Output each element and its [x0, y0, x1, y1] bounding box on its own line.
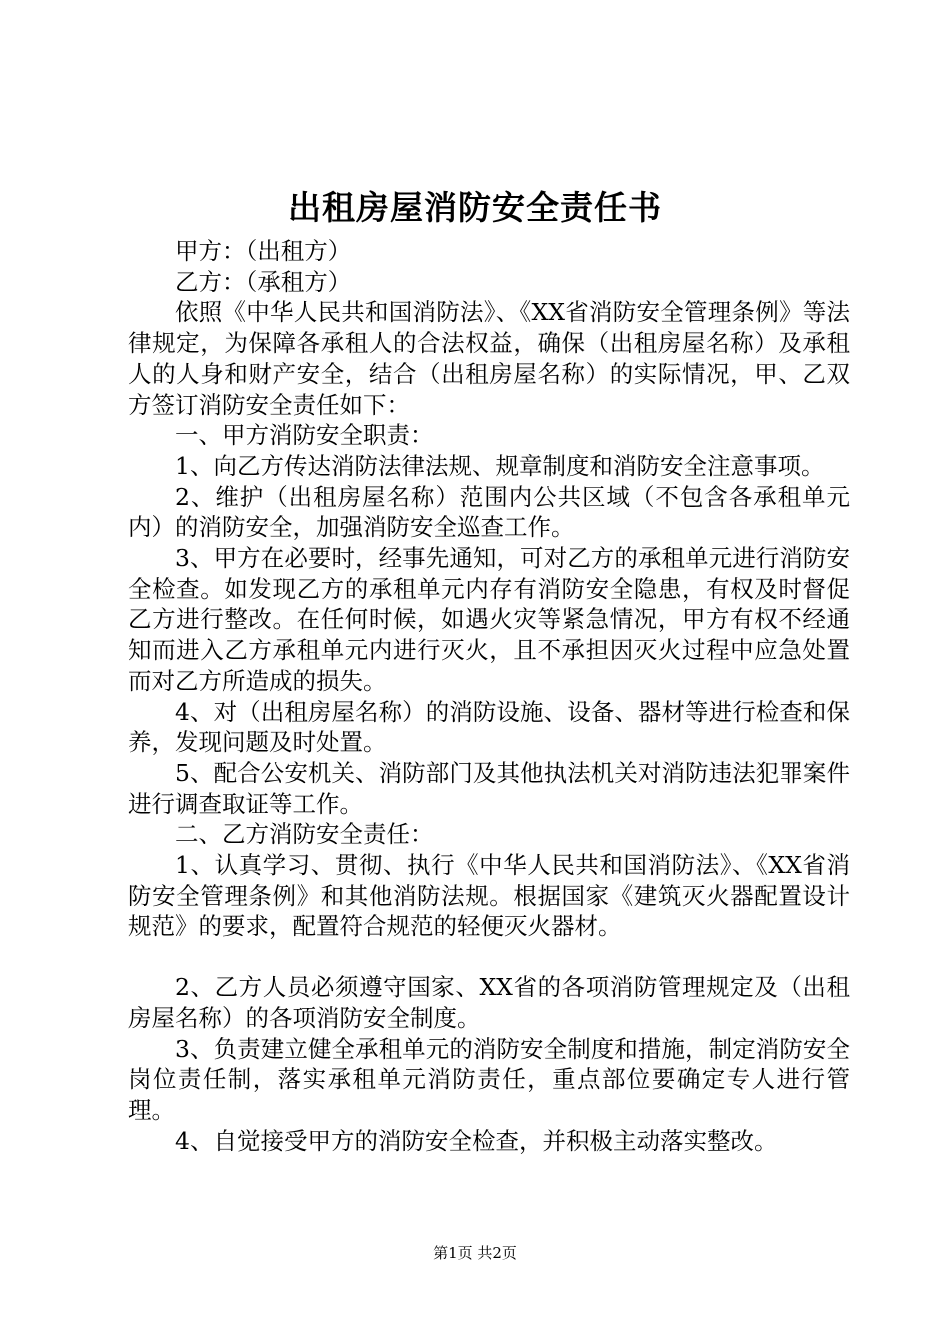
- party-b-clause-3: 3、负责建立健全承租单元的消防安全制度和措施，制定消防安全岗位责任制，落实承租单元消防责任，重点部位要确定专人进行管理。: [128, 1034, 850, 1124]
- document-body: [128, 236, 850, 1156]
- party-a-clause-5: 5、配合公安机关、消防部门及其他执法机关对消防违法犯罪案件进行调查取证等工作。: [128, 758, 850, 818]
- preamble-paragraph: 依照《中华人民共和国消防法》、《XX省消防安全管理条例》等法律规定，为保障各承租人的合法权益，确保（出租房屋名称）及承租人的人身和财产安全，结合（出租房屋名称）的实际情况，甲、乙双方签订消防安全责任如下：: [128, 298, 850, 419]
- party-b-line: 乙方：（承租方）: [175, 267, 352, 296]
- party-b-clause-1: 1、认真学习、贯彻、执行《中华人民共和国消防法》、《XX省消防安全管理条例》和其他消防法规。根据国家《建筑灭火器配置设计规范》的要求，配置符合规范的轻便灭火器材。: [128, 851, 850, 941]
- party-a-clause-4: 4、对（出租房屋名称）的消防设施、设备、器材等进行检查和保养，发现问题及时处置。: [128, 697, 850, 757]
- party-a-clause-2: 2、维护（出租房屋名称）范围内公共区域（不包含各承租单元内）的消防安全，加强消防安全巡查工作。: [128, 482, 850, 542]
- party-a-clause-3: 3、甲方在必要时，经事先通知，可对乙方的承租单元进行消防安全检查。如发现乙方的承租单元内存有消防安全隐患，有权及时督促乙方进行整改。在任何时候，如遇火灾等紧急情况，甲方有权不经通知而进入乙方承租单元内进行灭火，且不承担因灭火过程中应急处置而对乙方所造成的损失。: [128, 544, 850, 695]
- party-b-clause-4: 4、自觉接受甲方的消防安全检查，并积极主动落实整改。: [175, 1126, 778, 1155]
- page-number-footer: 第1页 共2页: [433, 1244, 517, 1262]
- section-heading-party-b: 二、乙方消防安全责任：: [175, 820, 434, 849]
- section-heading-party-a: 一、甲方消防安全职责：: [175, 421, 434, 450]
- party-b-clause-2: 2、乙方人员必须遵守国家、XX省的各项消防管理规定及（出租房屋名称）的各项消防安全制度。: [128, 973, 850, 1032]
- party-a-clause-1: 1、向乙方传达消防法律法规、规章制度和消防安全注意事项。: [175, 451, 825, 480]
- document-title: 出租房屋消防安全责任书: [288, 188, 662, 227]
- party-a-line: 甲方：（出租方）: [175, 237, 352, 265]
